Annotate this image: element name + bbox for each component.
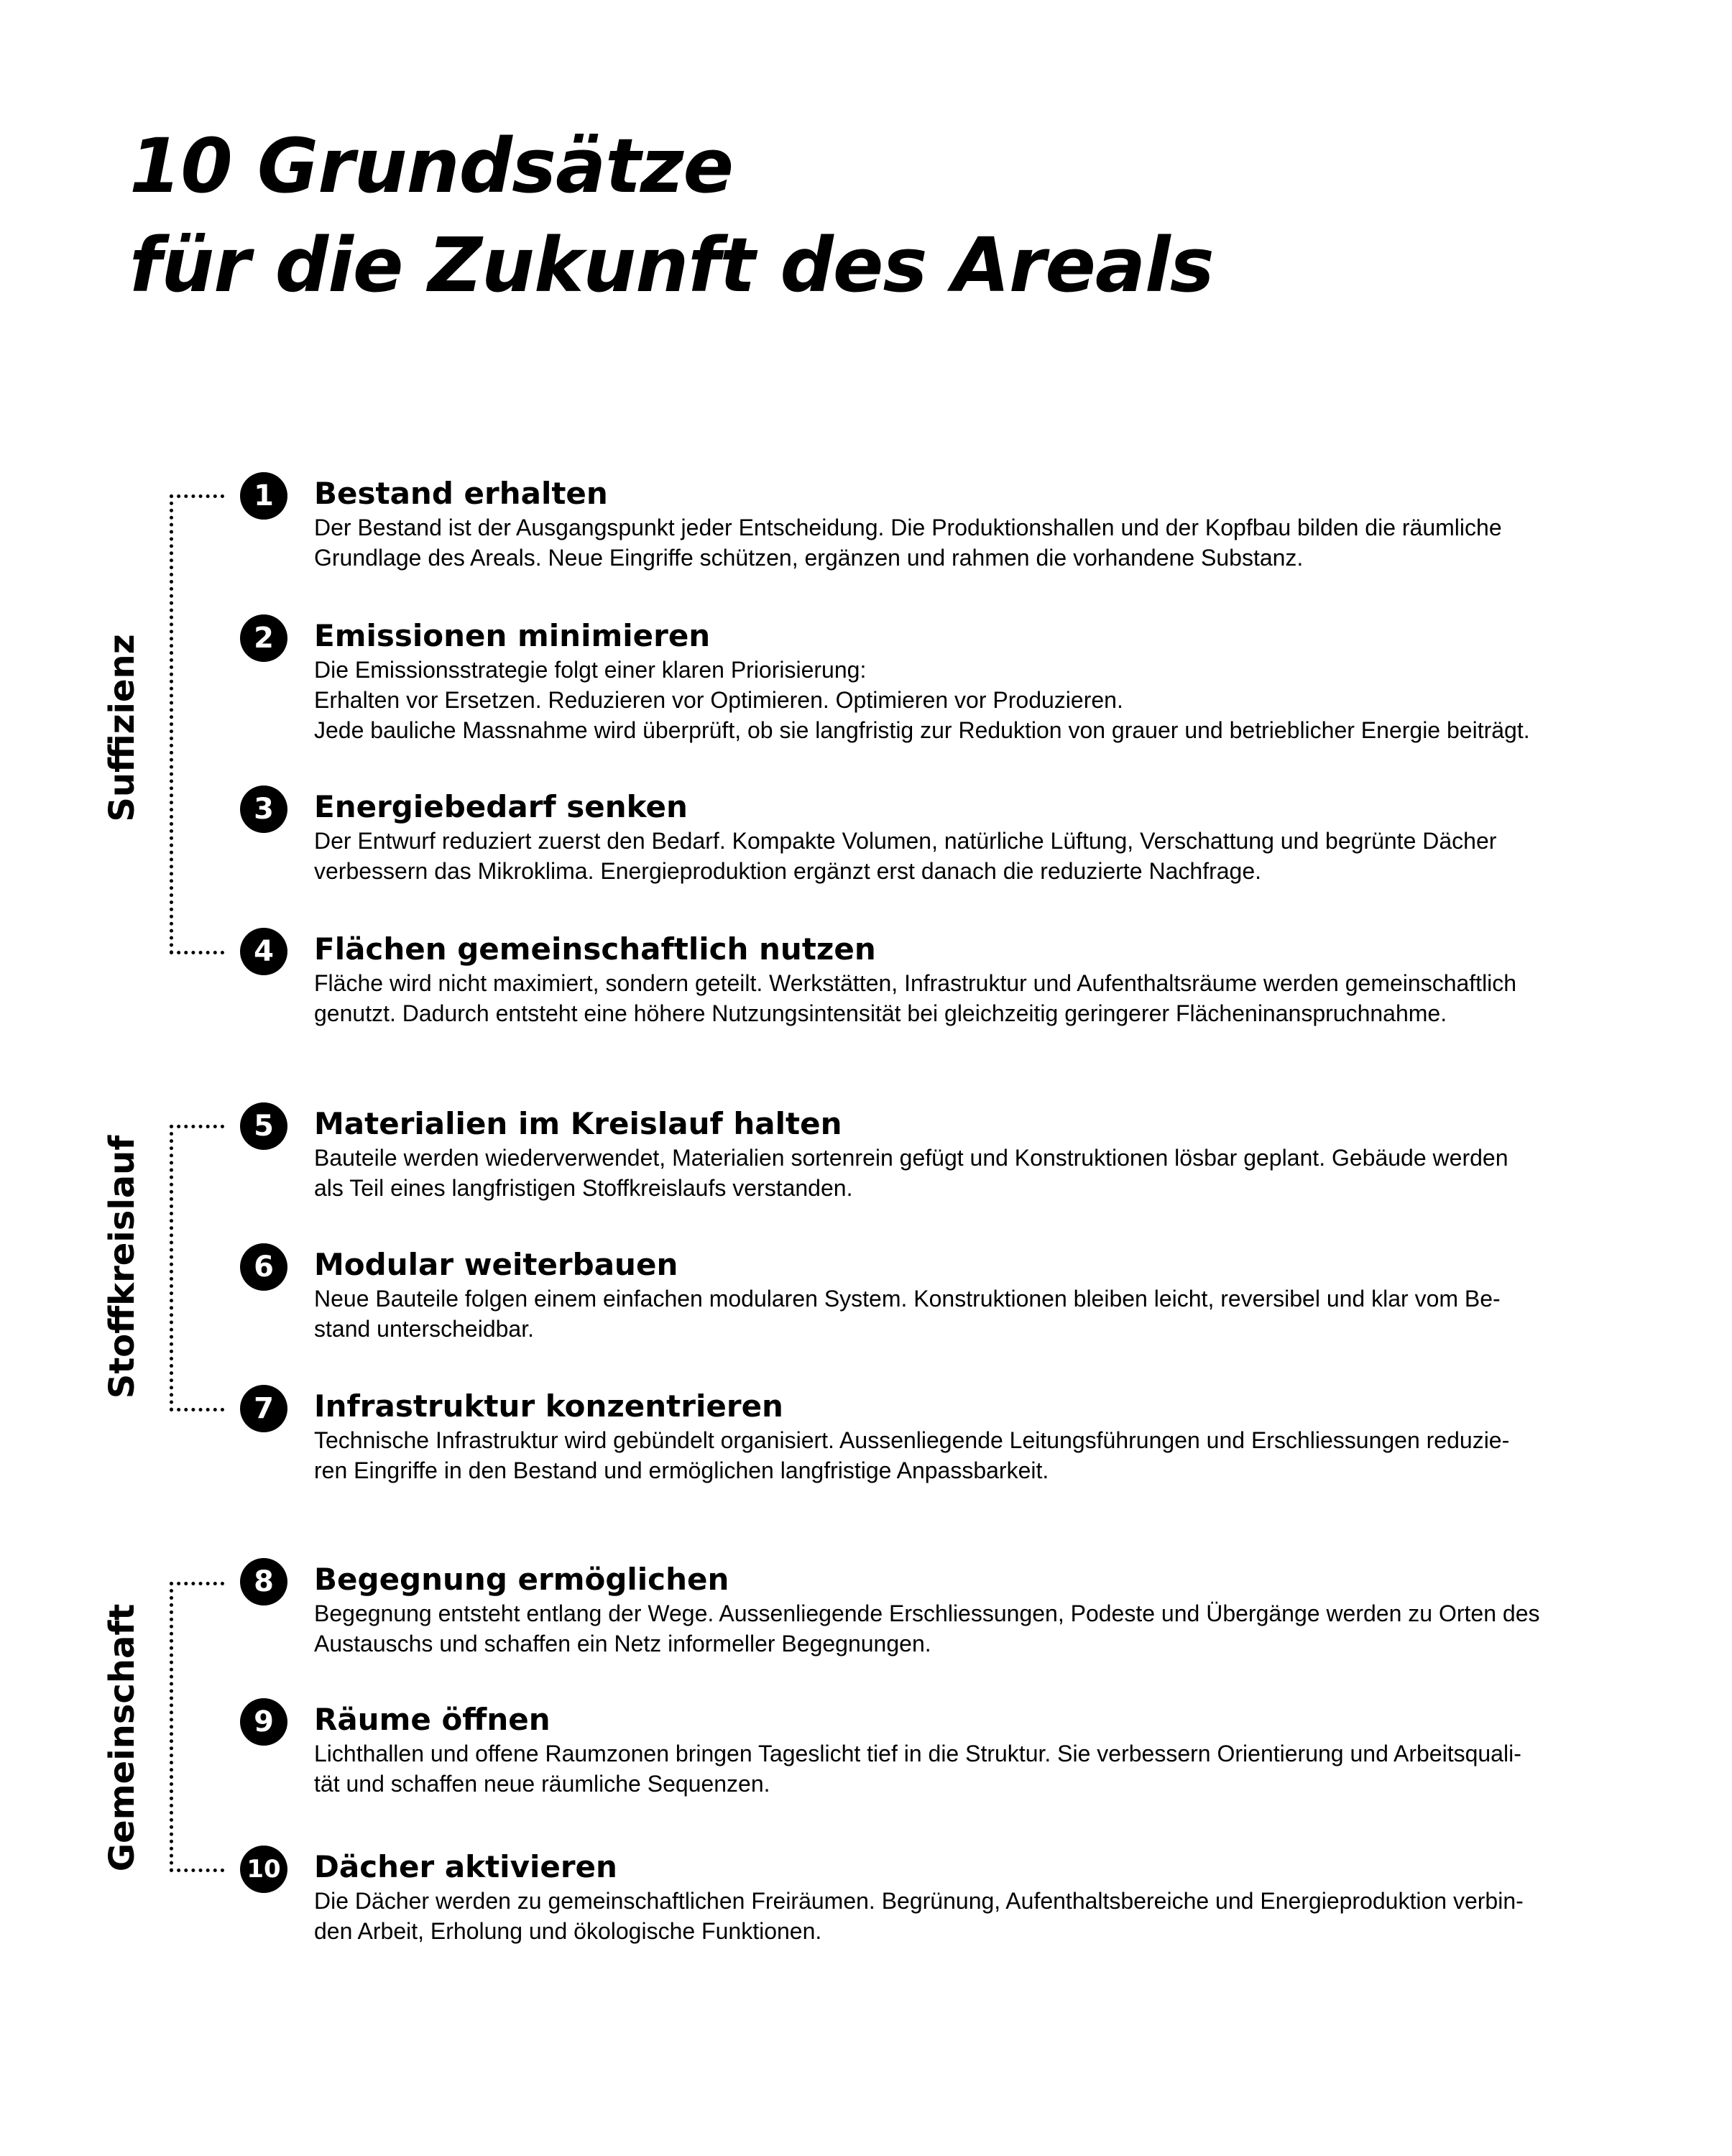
description-line: Austauschs und schaffen ein Netz informeller Begegnungen. bbox=[314, 1631, 931, 1657]
principle-title: Energiebedarf senken bbox=[314, 789, 688, 824]
number-badge: 3 bbox=[240, 786, 287, 833]
number-badge: 8 bbox=[240, 1558, 287, 1606]
group-bracket-suffizienz bbox=[170, 494, 173, 954]
description-line: Technische Infrastruktur wird gebündelt organisiert. Aussenliegende Leitungsführungen und Erschliessungen reduzie- bbox=[314, 1427, 1510, 1453]
page-title bbox=[129, 116, 1214, 315]
description-line: ren Eingriffe in den Bestand und ermöglichen langfristige Anpassbarkeit. bbox=[314, 1457, 1049, 1483]
number-badge: 4 bbox=[240, 928, 287, 975]
principle-description bbox=[314, 1143, 1665, 1203]
principle-description bbox=[314, 512, 1665, 573]
description-line: Der Bestand ist der Ausgangspunkt jeder Entscheidung. Die Produktionshallen und der Kopfbau bilden die räumliche bbox=[314, 515, 1502, 540]
title-line-2: für die Zukunft des Areals bbox=[129, 221, 1214, 309]
principle-title: Dächer aktivieren bbox=[314, 1849, 617, 1884]
principle-description bbox=[314, 1425, 1665, 1485]
description-line: den Arbeit, Erholung und ökologische Funktionen. bbox=[314, 1918, 822, 1944]
principle-title: Begegnung ermöglichen bbox=[314, 1562, 729, 1597]
bracket-connector-8 bbox=[170, 1582, 224, 1585]
principle-title: Emissionen minimieren bbox=[314, 618, 711, 653]
bracket-connector-5 bbox=[170, 1125, 224, 1128]
number-badge: 7 bbox=[240, 1385, 287, 1432]
description-line: Grundlage des Areals. Neue Eingriffe schützen, ergänzen und rahmen die vorhandene Substanz. bbox=[314, 545, 1304, 571]
group-bracket-stoffkreislauf bbox=[170, 1125, 173, 1411]
principle-description bbox=[314, 1598, 1665, 1659]
bracket-connector-10 bbox=[170, 1869, 224, 1872]
number-badge: 1 bbox=[240, 472, 287, 520]
description-line: Der Entwurf reduziert zuerst den Bedarf. Kompakte Volumen, natürliche Lüftung, Verschattung und begrünte Dächer bbox=[314, 828, 1497, 854]
description-line: Die Dächer werden zu gemeinschaftlichen Freiräumen. Begrünung, Aufenthaltsbereiche und Energieproduktion verbin- bbox=[314, 1888, 1524, 1914]
principle-description bbox=[314, 968, 1665, 1028]
description-line: verbessern das Mikroklima. Energieproduktion ergänzt erst danach die reduzierte Nachfrage. bbox=[314, 858, 1262, 884]
description-line: Neue Bauteile folgen einem einfachen modularen System. Konstruktionen bleiben leicht, reversibel und klar vom Be- bbox=[314, 1286, 1501, 1312]
number-badge: 6 bbox=[240, 1243, 287, 1291]
principle-description bbox=[314, 1284, 1665, 1344]
principle-title: Bestand erhalten bbox=[314, 476, 608, 511]
description-line: Erhalten vor Ersetzen. Reduzieren vor Optimieren. Optimieren vor Produzieren. bbox=[314, 687, 1123, 713]
principle-title: Materialien im Kreislauf halten bbox=[314, 1106, 842, 1141]
description-line: Begegnung entsteht entlang der Wege. Aussenliegende Erschliessungen, Podeste und Übergänge werden zu Orten des bbox=[314, 1600, 1540, 1626]
description-line: tät und schaffen neue räumliche Sequenzen. bbox=[314, 1771, 770, 1797]
description-line: Lichthallen und offene Raumzonen bringen Tageslicht tief in die Struktur. Sie verbessern Orientierung und Arbeitsquali- bbox=[314, 1741, 1521, 1766]
bracket-connector-4 bbox=[170, 951, 224, 954]
title-line-1: 10 Grundsätze bbox=[129, 122, 733, 210]
principle-description bbox=[314, 655, 1665, 745]
description-line: Bauteile werden wiederverwendet, Materialien sortenrein gefügt und Konstruktionen lösbar geplant. Gebäude werden bbox=[314, 1145, 1508, 1171]
number-badge: 5 bbox=[240, 1102, 287, 1150]
description-line: stand unterscheidbar. bbox=[314, 1316, 534, 1342]
principle-description bbox=[314, 1886, 1665, 1946]
description-line: Jede bauliche Massnahme wird überprüft, ob sie langfristig zur Reduktion von grauer und betrieblicher Energie beiträgt. bbox=[314, 717, 1530, 743]
bracket-connector-1 bbox=[170, 494, 224, 498]
principle-title: Infrastruktur konzentrieren bbox=[314, 1388, 783, 1424]
description-line: genutzt. Dadurch entsteht eine höhere Nutzungsintensität bei gleichzeitig geringerer Flächeninanspruchnahme. bbox=[314, 1000, 1447, 1026]
number-badge: 10 bbox=[240, 1846, 287, 1893]
principle-description bbox=[314, 826, 1665, 886]
group-bracket-gemeinschaft bbox=[170, 1582, 173, 1872]
group-label-text: Suffizienz bbox=[102, 634, 142, 822]
principle-description bbox=[314, 1738, 1665, 1799]
description-line: Die Emissionsstrategie folgt einer klaren Priorisierung: bbox=[314, 657, 867, 683]
number-badge: 9 bbox=[240, 1698, 287, 1746]
group-label-text: Stoffkreislauf bbox=[102, 1135, 142, 1399]
group-label-text: Gemeinschaft bbox=[102, 1603, 142, 1872]
principle-title: Flächen gemeinschaftlich nutzen bbox=[314, 931, 876, 967]
description-line: als Teil eines langfristigen Stoffkreislaufs verstanden. bbox=[314, 1175, 853, 1201]
bracket-connector-7 bbox=[170, 1408, 224, 1411]
number-badge: 2 bbox=[240, 614, 287, 662]
principle-title: Räume öffnen bbox=[314, 1702, 551, 1737]
description-line: Fläche wird nicht maximiert, sondern geteilt. Werkstätten, Infrastruktur und Aufenthaltsräume werden gemeinschaftlich bbox=[314, 970, 1517, 996]
principle-title: Modular weiterbauen bbox=[314, 1247, 678, 1282]
